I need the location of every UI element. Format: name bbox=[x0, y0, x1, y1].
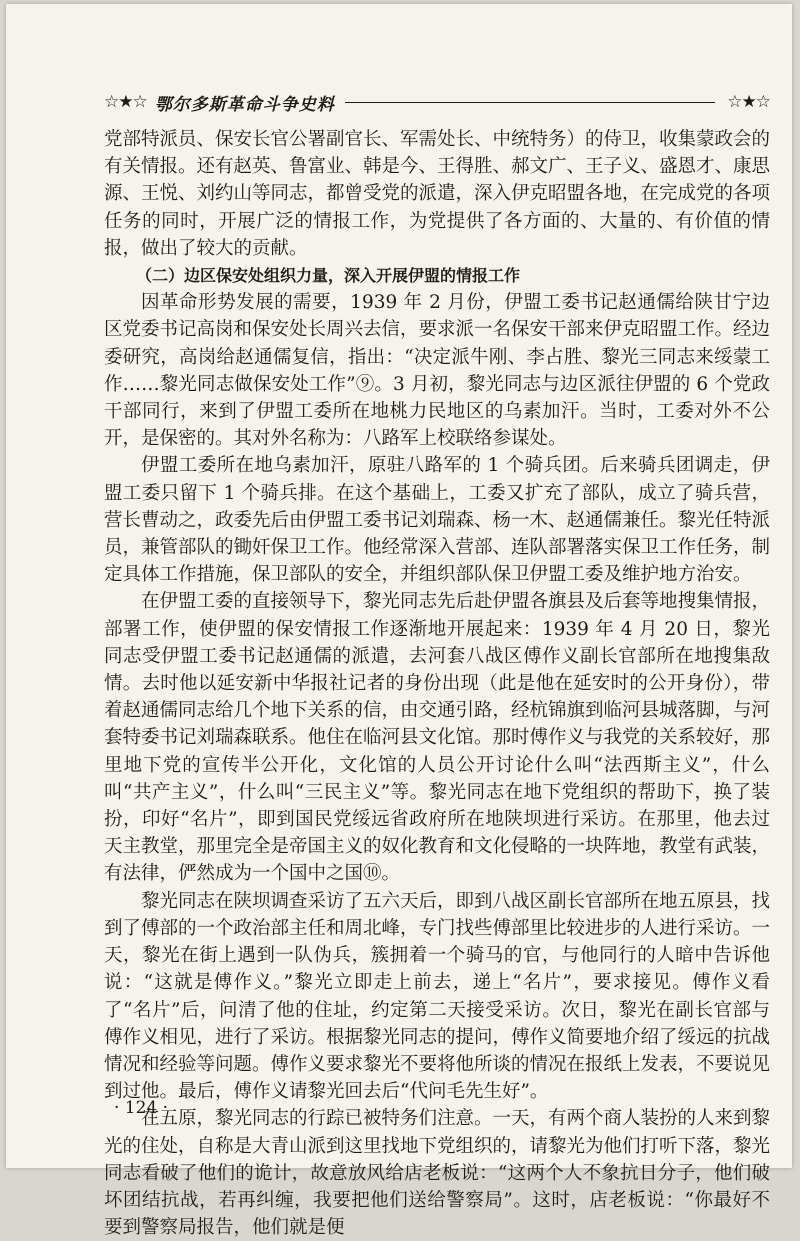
section-heading: （二）边区保安处组织力量，深入开展伊盟的情报工作 bbox=[136, 266, 521, 286]
series-title: 鄂尔多斯革命斗争史料 bbox=[154, 94, 335, 115]
decorative-stars-left: ☆★☆ bbox=[104, 92, 147, 112]
decorative-stars-right: ☆★☆ bbox=[727, 92, 770, 112]
page-number: · 124 · bbox=[114, 1098, 169, 1118]
paragraph: 在伊盟工委的直接领导下，黎光同志先后赴伊盟各旗县及后套等地搜集情报，部署工作，使伊盟的保安情报工作逐渐地开展起来：1939 年 4 月 20 日，黎光同志受伊盟工委书记赵通儒的派遣，去河套八战区傅作义副长官部所在地搜集敌情。去时他以延安新中华报社记者的身份出现（此是他在延安时的公开身份），带着赵通儒同志给几个地下关系的信，由交通引路，经杭锦旗到临河县城落脚，与河套特委书记刘瑞森联系。他住在临河县文化馆。那时傅作义与我党的关系较好，那里地下党的宣传半公开化，文化馆的人员公开讨论什么叫“法西斯主义”，什么叫“共产主义”，什么叫“三民主义”等。黎光同志在地下党组织的帮助下，换了装扮，印好“名片”，即到国民党绥远省政府所在地陕坝进行采访。在那里，他去过天主教堂，那里完全是帝国主义的奴化教育和文化侵略的一块阵地，教堂有武装，有法律，俨然成为一个国中之国⑩。 bbox=[104, 591, 771, 885]
paragraph: 因革命形势发展的需要，1939 年 2 月份，伊盟工委书记赵通儒给陕甘宁边区党委书记高岗和保安处长周兴去信，要求派一名保安干部来伊克昭盟工作。经边委研究，高岗给赵通儒复信，指出：“决定派牛刚、李占胜、黎光三同志来绥蒙工作……黎光同志做保安处工作”⑨。3 月初，黎光同志与边区派往伊盟的 6 个党政干部同行，来到了伊盟工委所在地桃力民地区的乌素加汗。当时，工委对外不公开，是保密的。其对外名称为：八路军上校联络参谋处。 bbox=[104, 292, 771, 450]
paragraph-continued: 党部特派员、保安长官公署副官长、军需处长、中统特务）的侍卫，收集蒙政会的有关情报。还有赵英、鲁富业、韩是今、王得胜、郝文广、王子义、盛恩才、康思源、王悦、刘约山等同志，都曾受党的派遣，深入伊克昭盟各地，在完成党的各项任务的同时，开展广泛的情报工作，为党提供了各方面的、大量的、有价值的情报，做出了较大的贡献。 bbox=[104, 129, 771, 259]
paragraph: 伊盟工委所在地乌素加汗，原驻八路军的 1 个骑兵团。后来骑兵团调走，伊盟工委只留下 1 个骑兵排。在这个基础上，工委又扩充了部队，成立了骑兵营，营长曹动之，政委先后由伊盟工委书记刘瑞森、杨一木、赵通儒兼任。黎光任特派员，兼管部队的锄奸保卫工作。他经常深入营部、连队部署落实保卫工作任务，制定具体工作措施，保卫部队的安全，并组织部队保卫伊盟工委及维护地方治安。 bbox=[104, 455, 771, 586]
running-header bbox=[104, 90, 770, 114]
page-body bbox=[104, 126, 770, 1241]
paragraph: 在五原，黎光同志的行踪已被特务们注意。一天，有两个商人装扮的人来到黎光的住处，自称是大青山派到这里找地下党组织的，请黎光为他们打听下落，黎光同志看破了他们的诡计，故意放风给店老板说：“这两个人不象抗日分子，他们破坏团结抗战，若再纠缠，我要把他们送给警察局”。这时，店老板说：“你最好不要到警察局报告，他们就是便 bbox=[104, 1108, 771, 1239]
header-rule bbox=[345, 102, 716, 103]
paragraph: 黎光同志在陕坝调查采访了五六天后，即到八战区副长官部所在地五原县，找到了傅部的一个政治部主任和周北峰，专门找些傅部里比较进步的人进行采访。一天，黎光在街上遇到一队伪兵，簇拥着一个骑马的官，与他同行的人暗中告诉他说：“这就是傅作义。”黎光立即走上前去，递上“名片”，要求接见。傅作义看了“名片”后，问清了他的住址，约定第二天接受采访。次日，黎光在副长官部与傅作义相见，进行了采访。根据黎光同志的提问，傅作义简要地介绍了绥远的抗战情况和经验等问题。傅作义要求黎光不要将他所谈的情况在报纸上发表，不要说见到过他。最后，傅作义请黎光回去后“代问毛先生好”。 bbox=[104, 890, 771, 1103]
